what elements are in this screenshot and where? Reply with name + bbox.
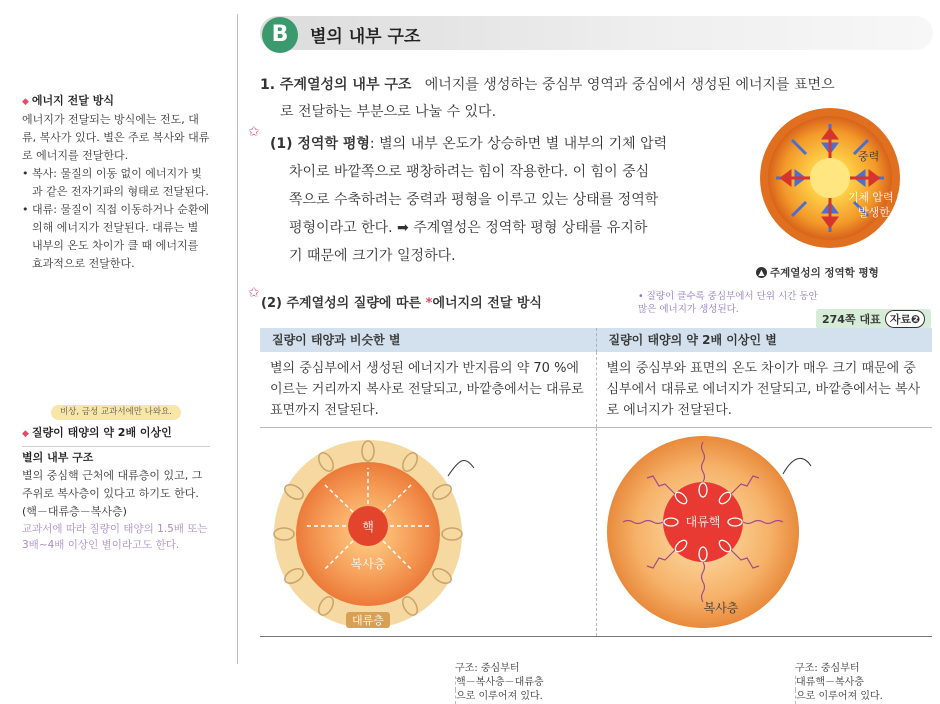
massive-title-2: 별의 내부 구조 [22, 451, 94, 464]
col1-header: 질량이 태양과 비슷한 별 [272, 333, 401, 347]
fig2-desc: 구조: 중심부터 대류핵－복사층 으로 이루어져 있다. [795, 662, 940, 704]
massive-title: 질량이 태양의 약 2배 이상인 [31, 426, 172, 439]
paragraph-equilibrium [270, 130, 740, 270]
table-figures [260, 427, 932, 702]
label-convection: 대류층 [352, 615, 384, 627]
pointer-line [448, 460, 474, 476]
col2-body: 별의 중심부와 표면의 온도 차이가 매우 크기 때문에 중심부에서 대류로 에너지가 전달되고, 바깥층에서는 복사로 에너지가 전달된다. [596, 352, 933, 427]
bullet-icon: ◆ [22, 97, 29, 107]
reference-badge[interactable]: 274쪽 대표 자료❷ [816, 309, 931, 329]
mass-energy-note: • 질량이 클수록 중심부에서 단위 시간 동안 많은 에너지가 생성된다. [638, 291, 818, 315]
p1-line2: 로 전달하는 부분으로 나눌 수 있다. [280, 104, 497, 120]
fig-massive [596, 428, 933, 702]
equilibrium-figure [750, 106, 932, 281]
label-pressure-1: 기체 압력 차이로 [848, 192, 929, 204]
fig1-desc: 구조: 중심부터 핵－복사층－대류층 으로 이루어져 있다. [455, 662, 791, 704]
eq-heading: (1) 정역학 평형 [270, 136, 370, 152]
p1-line1: 에너지를 생성하는 중심부 영역과 중심에서 생성된 에너지를 표면으 [424, 77, 835, 93]
col2-header: 질량이 태양의 약 2배 이상인 별 [596, 328, 933, 352]
bullet-icon: ◆ [22, 429, 29, 439]
massive-body: 별의 중심핵 근처에 대류층이 있고, 그 주위로 복사층이 있다고 하기도 한다.(핵－대류층－복사층) [22, 469, 203, 518]
massive-star-figure [597, 428, 933, 636]
fig-sunlike [260, 428, 596, 702]
sidebar [0, 0, 222, 665]
arrow-up-icon: ▲ [756, 267, 767, 278]
table-body [260, 352, 932, 427]
section-title: 별의 내부 구조 [310, 27, 421, 47]
eq-line4: 평형이라고 한다. ➡ 주계열성은 정역학 평형 상태를 유지하 [289, 220, 648, 236]
label-radiation: 복사층 [350, 557, 386, 571]
label-radiation: 복사층 [703, 601, 739, 615]
divider [22, 446, 210, 447]
energy-body: 에너지가 전달되는 방식에는 전도, 대류, 복사가 있다. 별은 주로 복사와 대류로 에너지를 전달한다. [22, 113, 210, 162]
label-pressure-2: 발생한 힘 [858, 207, 904, 219]
p2-heading: (2) 주계열성의 질량에 따른 *에너지의 전달 방식 [261, 296, 542, 311]
eq-line2: 차이로 바깥쪽으로 팽창하려는 힘이 작용한다. 이 힘이 중심 [289, 164, 650, 180]
section-badge: B [262, 17, 298, 53]
label-gravity: 중력 [858, 151, 880, 163]
massive-star-note [22, 402, 210, 553]
star-core [810, 158, 850, 198]
textbook-pill: 비상, 금성 교과서에만 나와요. [51, 405, 181, 420]
eq-line1: : 별의 내부 온도가 상승하면 별 내부의 기체 압력 [369, 136, 668, 152]
p1-heading: 1. 주계열성의 내부 구조 [260, 77, 412, 93]
bullet-convection: • 대류: 물질이 직접 이동하거나 순환에 의해 에너지가 전달된다. 대류는 별 내부의 온도 차이가 클 때 에너지를 효과적으로 전달한다. [22, 203, 210, 270]
massive-note: 교과서에 따라 질량이 태양의 1.5배 또는 3배~4배 이상인 별이라고도 한다. [22, 523, 208, 551]
main-content [238, 0, 940, 702]
star-icon: ✩ [248, 124, 260, 140]
pointer-line [783, 458, 811, 474]
sunlike-star-figure [260, 428, 596, 636]
eq-line3: 쪽으로 수축하려는 중력과 평형을 이루고 있는 상태를 정역학 [289, 192, 659, 208]
col1-body: 별의 중심부에서 생성된 에너지가 반지름의 약 70 %에 이르는 거리까지 복사로 전달되고, 바깥층에서는 대류로 표면까지 전달된다. [270, 361, 584, 418]
star-icon: ✩ [248, 285, 260, 301]
comparison-table [260, 328, 932, 702]
figure-caption: ▲ 주계열성의 정역학 평형 [756, 265, 879, 280]
energy-transfer-note [22, 92, 210, 273]
label-core: 핵 [362, 520, 374, 534]
label-conv-core: 대류핵 [685, 515, 721, 529]
energy-title: 에너지 전달 방식 [31, 94, 114, 107]
table-header [260, 328, 932, 352]
bullet-radiation: • 복사: 물질의 이동 없이 에너지가 빛과 같은 전자기파의 형태로 전달된다. [22, 167, 209, 198]
eq-line5: 기 때문에 크기가 일정하다. [289, 248, 456, 264]
